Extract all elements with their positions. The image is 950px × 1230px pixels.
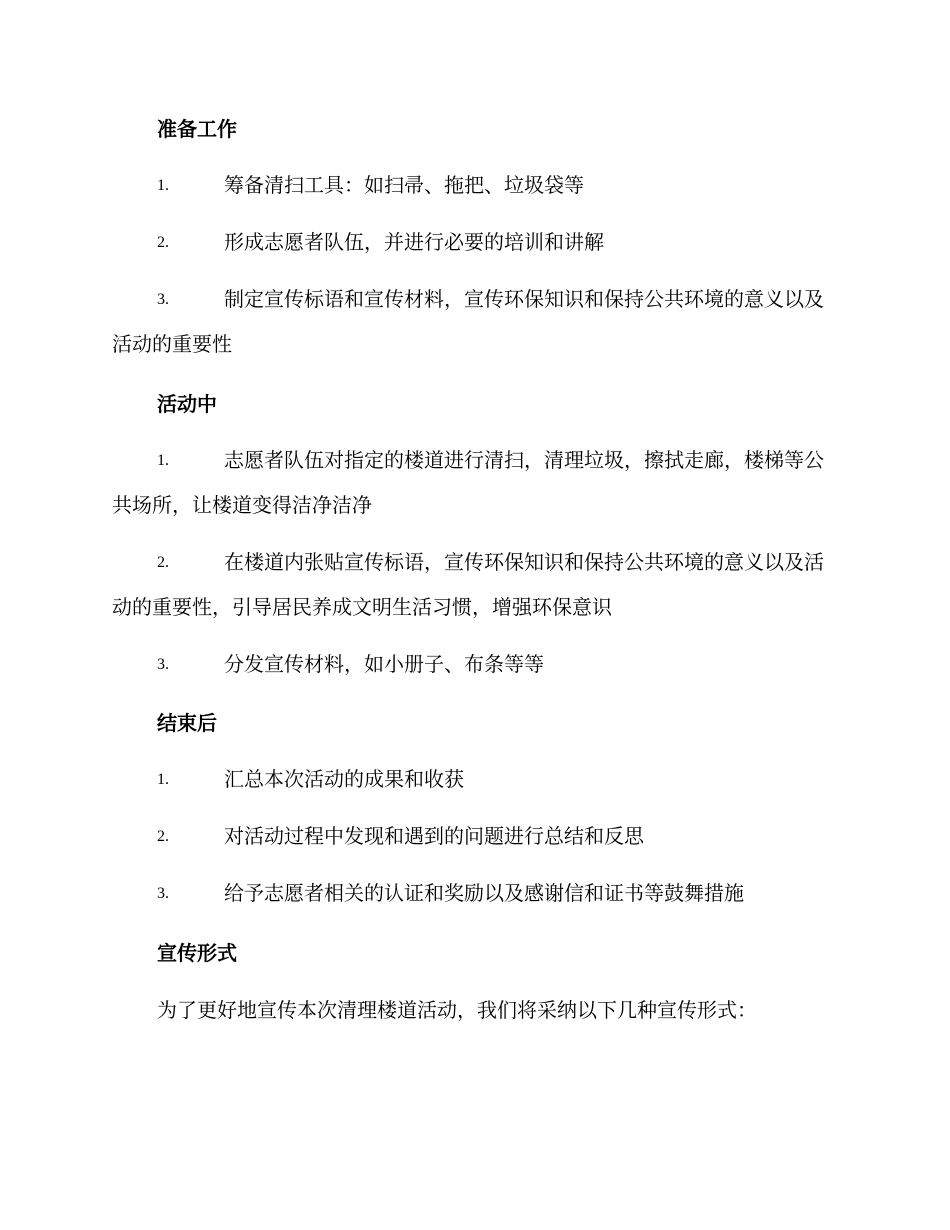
- list-text: 分发宣传材料，如小册子、布条等等: [224, 652, 544, 676]
- list-text: 志愿者队伍对指定的楼道进行清扫，清理垃圾，擦拭走廊，楼梯等公共场所，让楼道变得洁净洁净: [112, 448, 824, 517]
- list-text: 形成志愿者队伍，并进行必要的培训和讲解: [224, 230, 604, 254]
- list-item: [112, 163, 840, 208]
- section-heading-after: 结束后: [157, 711, 217, 735]
- list-item: [112, 642, 840, 687]
- list-item: [112, 757, 840, 802]
- list-item: [112, 540, 840, 630]
- section-heading-during: 活动中: [157, 392, 217, 416]
- list-number: 3.: [157, 291, 169, 308]
- list-number: 3.: [157, 885, 169, 902]
- list-text: 筹备清扫工具：如扫帚、拖把、垃圾袋等: [224, 173, 584, 197]
- list-number: 1.: [157, 177, 169, 194]
- list-text: 制定宣传标语和宣传材料，宣传环保知识和保持公共环境的意义以及活动的重要性: [112, 287, 824, 356]
- body-paragraph: 为了更好地宣传本次清理楼道活动，我们将采纳以下几种宣传形式：: [157, 998, 757, 1022]
- list-text: 在楼道内张贴宣传标语，宣传环保知识和保持公共环境的意义以及活动的重要性，引导居民养成文明生活习惯，增强环保意识: [112, 550, 824, 619]
- section-heading-publicity: 宣传形式: [157, 941, 237, 965]
- list-item: [112, 220, 840, 265]
- list-number: 1.: [157, 771, 169, 788]
- section-heading-prep: 准备工作: [157, 117, 237, 141]
- list-item: [112, 277, 840, 367]
- list-item: [112, 814, 840, 859]
- list-text: 对活动过程中发现和遇到的问题进行总结和反思: [224, 824, 644, 848]
- list-number: 2.: [157, 828, 169, 845]
- list-number: 3.: [157, 656, 169, 673]
- list-number: 1.: [157, 452, 169, 469]
- list-text: 给予志愿者相关的认证和奖励以及感谢信和证书等鼓舞措施: [224, 881, 744, 905]
- list-item: [112, 438, 840, 528]
- list-number: 2.: [157, 234, 169, 251]
- list-text: 汇总本次活动的成果和收获: [224, 767, 464, 791]
- list-item: [112, 871, 840, 916]
- list-number: 2.: [157, 554, 169, 571]
